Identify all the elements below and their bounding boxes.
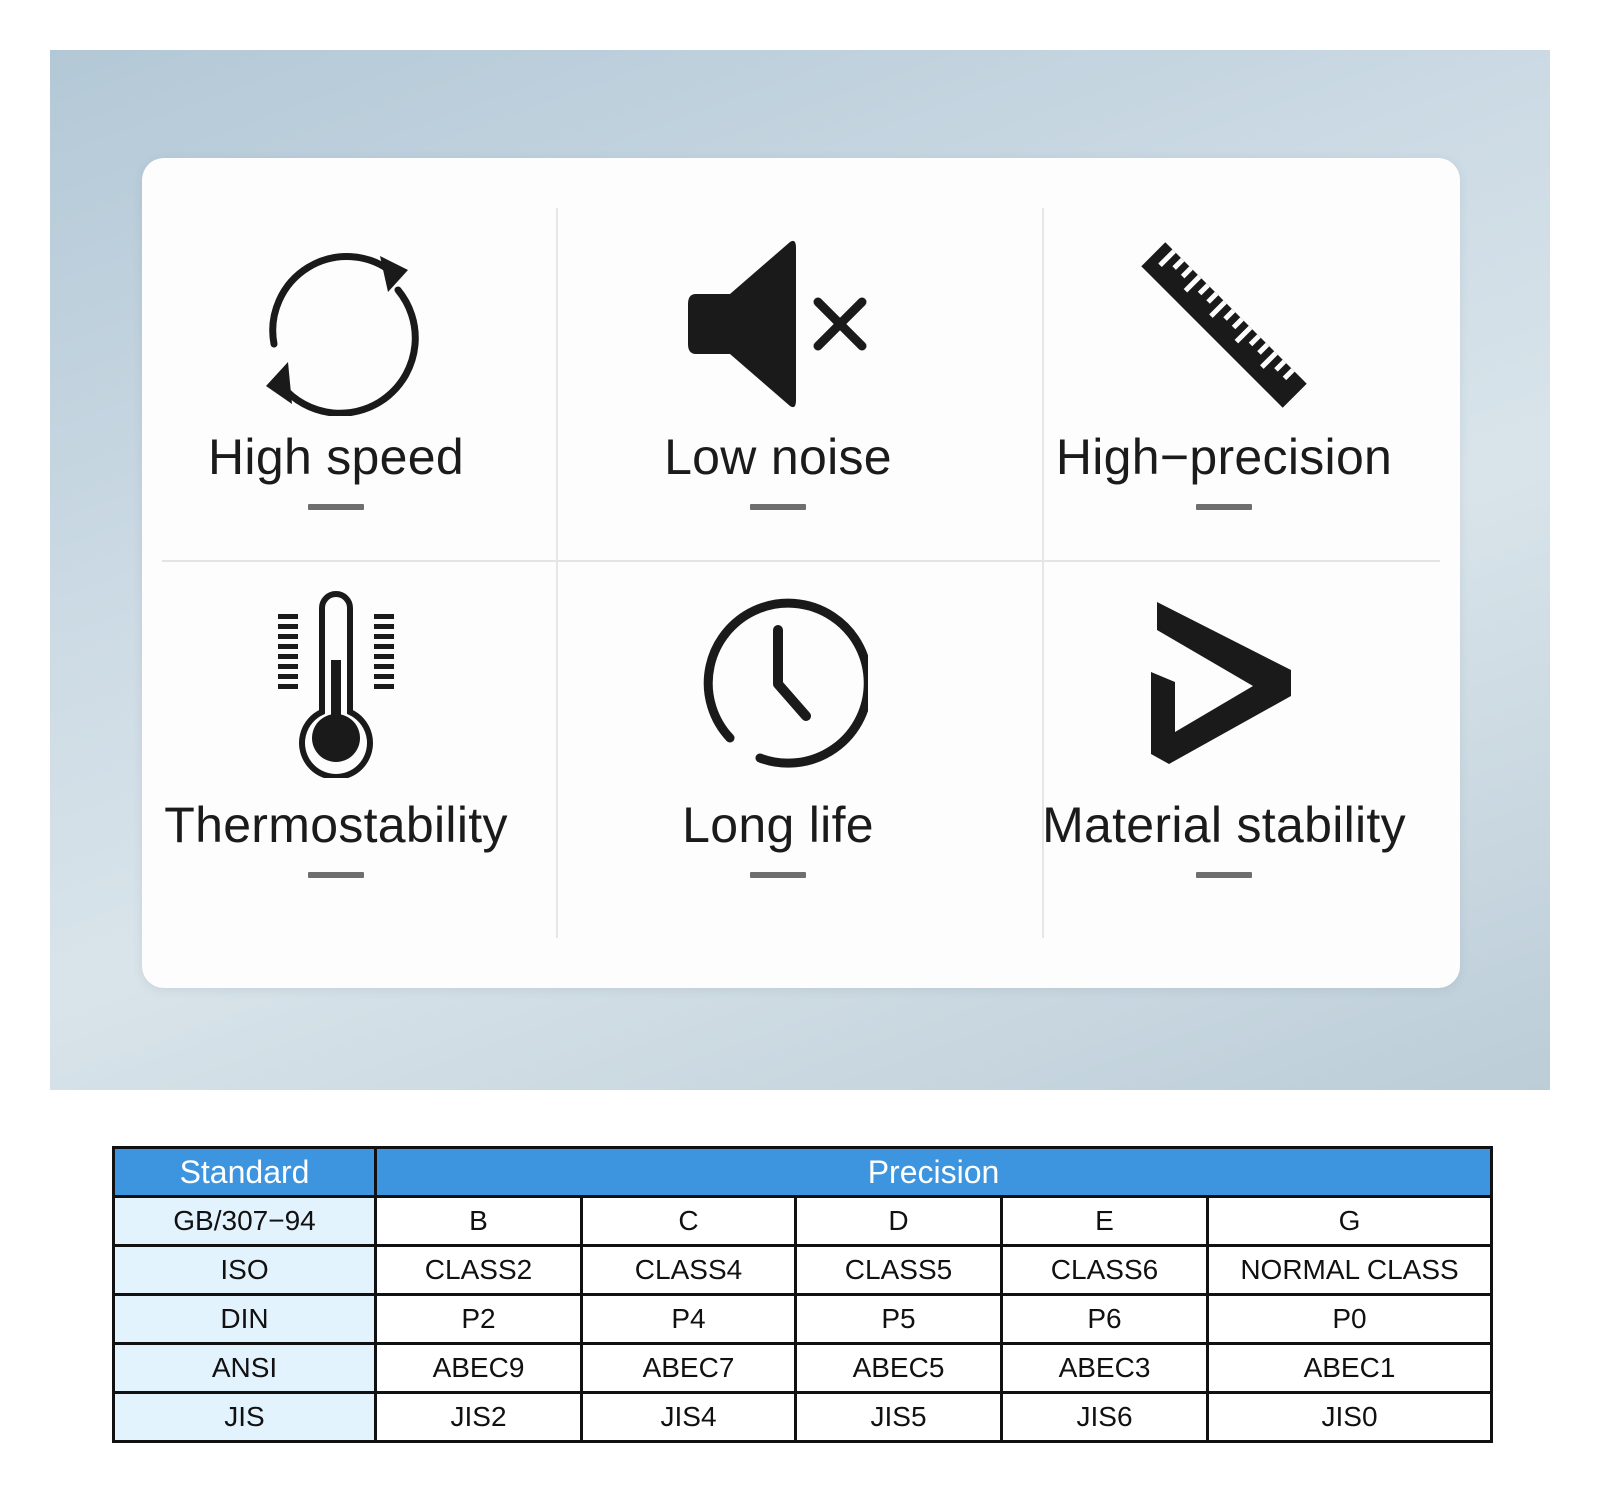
precision-standards-table bbox=[112, 1146, 1493, 1443]
table-cell: JIS4 bbox=[582, 1393, 796, 1442]
table-cell: ABEC5 bbox=[796, 1344, 1002, 1393]
table-cell: P4 bbox=[582, 1295, 796, 1344]
label-underline bbox=[1196, 504, 1252, 510]
feature-label: Thermostability bbox=[164, 797, 508, 853]
table-header-row bbox=[114, 1148, 1492, 1197]
feature-label: Low noise bbox=[664, 429, 892, 485]
table-row bbox=[114, 1295, 1492, 1344]
play-triangle-icon bbox=[1149, 600, 1299, 775]
feature-label: High speed bbox=[208, 429, 464, 485]
speaker-mute-icon bbox=[678, 236, 878, 421]
header-precision: Precision bbox=[376, 1148, 1492, 1197]
table-cell: CLASS5 bbox=[796, 1246, 1002, 1295]
table-row bbox=[114, 1393, 1492, 1442]
table-cell: P5 bbox=[796, 1295, 1002, 1344]
table-row bbox=[114, 1246, 1492, 1295]
ruler-icon bbox=[1129, 230, 1319, 425]
label-underline bbox=[308, 872, 364, 878]
row-standard-name: JIS bbox=[114, 1393, 376, 1442]
feature-label: Long life bbox=[682, 797, 874, 853]
table-cell: CLASS4 bbox=[582, 1246, 796, 1295]
table-cell: E bbox=[1002, 1197, 1208, 1246]
table-cell: JIS6 bbox=[1002, 1393, 1208, 1442]
table-cell: ABEC9 bbox=[376, 1344, 582, 1393]
label-underline bbox=[308, 504, 364, 510]
table-cell: P0 bbox=[1208, 1295, 1492, 1344]
feature-label: Material stability bbox=[1042, 797, 1406, 853]
table-cell: NORMAL CLASS bbox=[1208, 1246, 1492, 1295]
row-standard-name: DIN bbox=[114, 1295, 376, 1344]
refresh-circular-arrows-icon bbox=[246, 236, 426, 421]
features-card bbox=[142, 158, 1460, 988]
table-cell: JIS0 bbox=[1208, 1393, 1492, 1442]
table-cell: CLASS6 bbox=[1002, 1246, 1208, 1295]
table-row bbox=[114, 1344, 1492, 1393]
table-cell: D bbox=[796, 1197, 1002, 1246]
label-underline bbox=[750, 872, 806, 878]
table-cell: CLASS2 bbox=[376, 1246, 582, 1295]
thermometer-icon bbox=[276, 588, 396, 783]
grid-divider bbox=[162, 560, 1440, 562]
row-standard-name: ISO bbox=[114, 1246, 376, 1295]
header-standard: Standard bbox=[114, 1148, 376, 1197]
table-row bbox=[114, 1197, 1492, 1246]
feature-label: High−precision bbox=[1055, 429, 1393, 485]
table-cell: P2 bbox=[376, 1295, 582, 1344]
table-cell: C bbox=[582, 1197, 796, 1246]
row-standard-name: ANSI bbox=[114, 1344, 376, 1393]
table-cell: ABEC3 bbox=[1002, 1344, 1208, 1393]
clock-icon bbox=[688, 592, 868, 777]
table-cell: ABEC7 bbox=[582, 1344, 796, 1393]
table-cell: B bbox=[376, 1197, 582, 1246]
table-cell: JIS5 bbox=[796, 1393, 1002, 1442]
table-cell: G bbox=[1208, 1197, 1492, 1246]
table-cell: P6 bbox=[1002, 1295, 1208, 1344]
label-underline bbox=[750, 504, 806, 510]
row-standard-name: GB/307−94 bbox=[114, 1197, 376, 1246]
table-cell: ABEC1 bbox=[1208, 1344, 1492, 1393]
table-cell: JIS2 bbox=[376, 1393, 582, 1442]
label-underline bbox=[1196, 872, 1252, 878]
